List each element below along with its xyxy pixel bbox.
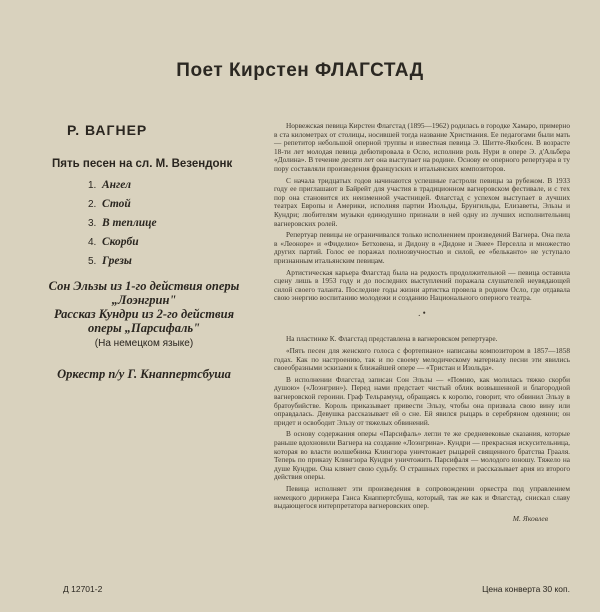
opera-line: оперы „Парсифаль" (87, 321, 201, 335)
notes-paragraph: Норвежская певица Кирстен Флагстад (1895—1962) родилась в городке Хамаро, примерно в ста километрах от столицы, носившей тогда название Христиания. Ее педагогами были мать — репетитор небольшой оперной труппы и известная певица Э. Шитте-Якобсен. В возрасте 18-ти лет молодая певица дебютировала в Осло, исполнив роль Нури в опере Э. д'Альбера «Долина». В течение десяти лет она выступает на родине. Основу ее оперного репертуара в ту пору составляли произведения французских и итальянских композиторов. (274, 121, 570, 173)
orchestra-credit: Оркестр п/у Г. Кнаппертсбуша (57, 367, 231, 381)
cycle-title: Пять песен на сл. М. Везендонк (52, 158, 233, 170)
song-item: 5. Грезы (88, 255, 132, 267)
opera-line: „Лоэнгрин" (111, 293, 177, 307)
opera-excerpts (34, 279, 254, 349)
song-list (34, 176, 246, 271)
notes-paragraph: В исполнении Флагстад записан Сон Эльзы — «Помню, как молилась тяжко скорби душою» («Лоэнгрин»). Перед нами предстает чистый облик возвышенной и благородной вагнеровской героини. Граф Тельрамунд, обращаясь к королю, говорит, что обвинил Эльзу в братоубийстве. Король приказывает привести Эльзу, чтобы она призвала свою вину или оправдалась. Девушка рассказывает ей о сне. Ей явился рыцарь в серебряном одеянии; он придет и освободит Эльзу от тяжелых обвинений. (274, 374, 570, 427)
catalog-number: Д 12701-2 (63, 584, 103, 594)
song-item: 3. В теплице (88, 217, 157, 229)
notes-paragraph: В основу содержания оперы «Парсифаль» легли те же средневековые сказания, которые раньше вдохновили Вагнера на создание «Лоэнгрина». Кундри — прекрасная искусительница, которая во власти волшебника Клингзора уничтожает рыцарей священного братства Грааля. Теперь по приказу Клингзора Кундри уничтожить Парсифаля — молодого юношу. Тяжело на душе Кундри. Она клянет свою судьбу. О страшных горестях и рассказывает ария из второго действия оперы. (274, 429, 570, 482)
notes-paragraph: Артистическая карьера Флагстад была на редкость продолжительной — певица оставила сцену лишь в 1953 году и до последних выступлений поражала слушателей неувядающей силой своего таланта. Последние годы жизни артистка провела в родном Осло, где отдавала свою энергию воспитанию молодежи и созданию Национального оперного театра. (274, 267, 570, 303)
author-signature: М. Яковлев (512, 513, 548, 523)
notes-paragraph: Репертуар певицы не ограничивался только исполнением произведений Вагнера. Она пела в «Леоноре» и «Фиделио» Бетховена, и Дидону в «Дидоне и Энее» Перселла и множество других партий. Голос ее поражал полнозвучностью и силой, ее «бельканто» не уступало признанным итальянским певицам. (274, 230, 570, 265)
notes-paragraph: «Пять песен для женского голоса с фортепиано» написаны композитором в 1857—1858 годах. Как по настроению, так и по своему мелодическому материалу песни эти явились своеобразными эскизами к ближайшей опере — «Тристан и Изольда». (274, 346, 570, 373)
song-item: 1. Ангел (88, 179, 132, 191)
program-column (34, 122, 246, 382)
page-title: Поет Кирстен ФЛАГСТАД (176, 60, 424, 81)
opera-line: Сон Эльзы из 1-го действия оперы (48, 279, 240, 293)
price-label: Цена конверта 30 коп. (482, 584, 570, 594)
separator: . • (418, 307, 426, 318)
song-item: 4. Скорби (88, 236, 139, 248)
language-note: (На немецком языке) (94, 338, 194, 349)
notes-paragraph: На пластинке К. Флагстад представлена в вагнеровском репертуаре. (286, 334, 498, 344)
composer-name: Р. ВАГНЕР (67, 122, 148, 138)
notes-paragraph: Певица исполняет эти произведения в сопровождении оркестра под управлением немецкого дирижера Ганса Кнаппертсбуша, который, так же как и Флагстад, снискал славу выдающегося интерпретатора вагнеровских опер. (274, 483, 570, 511)
opera-line: Рассказ Кундри из 2-го действия (53, 307, 235, 321)
notes-paragraph: С начала тридцатых годов начинаются успешные гастроли певицы за рубежом. В 1933 году ее приглашают в Байрейт для участия в традиционном вагнеровском фестивале, и с тех пор она становится их неизменной участницей. Флагстад с успехом выступает в лучших театрах Европы и Америки, исполняя партии Изольды, Брунгильды, Елизаветы, Эльзы и Кундри; любителям музыки единодушно признали в ней одну из лучших исполнительниц вагнеровских ролей. (274, 175, 570, 228)
liner-notes (274, 122, 570, 523)
song-item: 2. Стой (88, 198, 131, 210)
